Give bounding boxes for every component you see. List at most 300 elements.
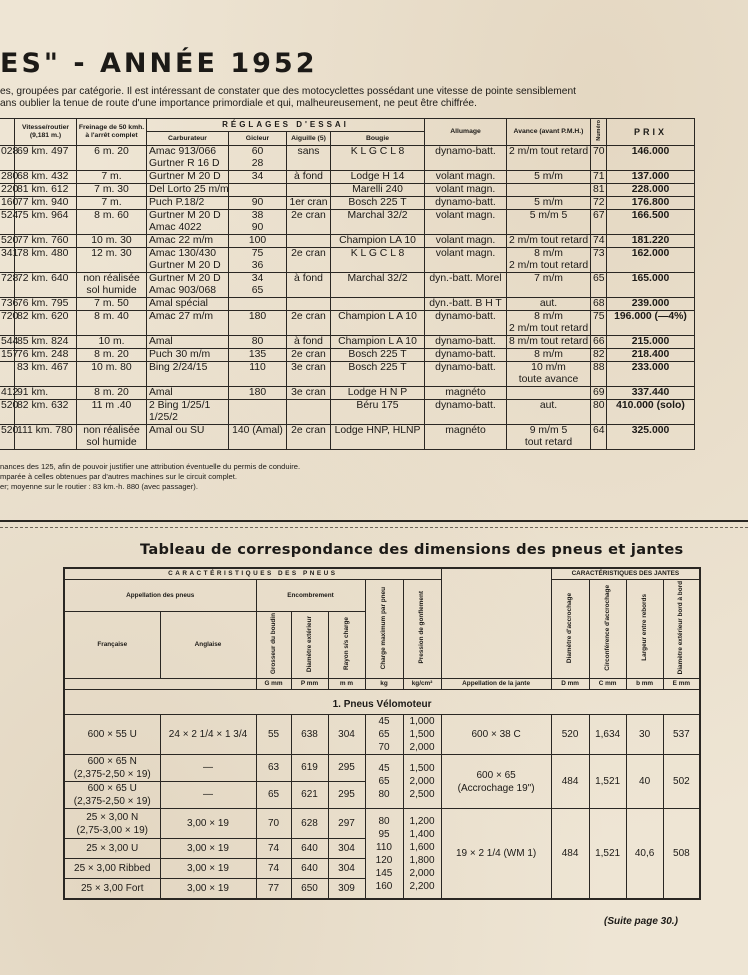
freinage-value (77, 272, 147, 297)
jante-c: 1,521 (589, 809, 626, 899)
charge-value: 160 (375, 880, 393, 892)
gicleur-value (229, 297, 287, 310)
bougie-value: Marelli 240 (331, 183, 425, 196)
numero-value: 65 (591, 272, 607, 297)
numero-value: 81 (591, 183, 607, 196)
cell-line: toute avance (518, 373, 579, 385)
allumage-value: dynamo-batt. (425, 145, 507, 170)
carburateur-value (147, 209, 229, 234)
jante-c: 1,521 (589, 755, 626, 809)
pression-value: 1,600 (409, 841, 435, 853)
pneus-header: CARACTÉRISTIQUES DES PNEUS (64, 568, 441, 580)
cell-line: Bing 2/24/15 (149, 361, 208, 373)
cell-line: 2 m/m tout retard (509, 259, 589, 271)
cell-line: 8 m/m (534, 310, 563, 322)
bougie-value (331, 297, 425, 310)
charge-value: 145 (375, 867, 393, 879)
vitesse-value: 85 km. 824 (15, 335, 77, 348)
avance-value (507, 234, 591, 247)
charge-header: Charge maximum par pneu (365, 580, 403, 679)
prix-value: 137.000 (607, 170, 695, 183)
tyre-p: 628 (291, 809, 328, 839)
row-code (0, 361, 15, 386)
test-results-table (0, 118, 695, 450)
pression-value: 1,500 (409, 763, 435, 775)
unit-e: E mm (663, 679, 700, 690)
tyre-fr-line: (2,375-2,50 × 19) (73, 796, 151, 808)
gicleur-value (229, 183, 287, 196)
unit-c: C mm (589, 679, 626, 690)
jante-name: 19 × 2 1/4 (WM 1) (441, 809, 551, 899)
footnote: nances des 125, afin de pouvoir justifier une attribution éventuelle du permis de conduire. (0, 462, 301, 471)
cell-line: 2 m/m tout retard (509, 234, 589, 246)
intro-line: ans oublier la tenue de route d'une importance primordiale et qui, malheureusement, ne peut être chiffrée. (0, 98, 477, 109)
cell-line: 10 m/m (531, 361, 566, 373)
carburateur-value (147, 310, 229, 335)
cell-line: 5 m/m (534, 170, 563, 182)
bougie-value: Lodge H N P (331, 386, 425, 399)
footnotes (0, 462, 300, 492)
tyre-en: 3,00 × 19 (160, 879, 256, 899)
gicleur-value (229, 145, 287, 170)
avance-header: Avance (avant P.M.H.) (507, 119, 591, 146)
gicleur-header: Gicleur (229, 132, 287, 145)
gicleur-value (229, 170, 287, 183)
cell-line: 34 (251, 170, 264, 182)
bougie-value: Bosch 225 T (331, 196, 425, 209)
footnote: er; moyenne sur le routier : 83 km.-h. 880 (avec passager). (0, 482, 198, 491)
tyre-fr-line: (2,75-3,00 × 19) (76, 824, 148, 836)
pression-value: 2,500 (409, 789, 435, 801)
cell-line: 8 m/m (534, 247, 563, 259)
reglages-header: RÉGLAGES D'ESSAI (147, 119, 425, 132)
cell-line: Amal (149, 386, 173, 398)
numero-value: 74 (591, 234, 607, 247)
tyre-fr (64, 755, 160, 782)
freinage-value: 10 m. 80 (77, 361, 147, 386)
numero-value: 73 (591, 247, 607, 272)
allumage-value: magnéto (425, 424, 507, 449)
cell-line: Del Lorto 25 m/m (149, 183, 229, 195)
grosseur-header: Grosseur du boudin (256, 612, 291, 679)
cell-line: 36 (251, 259, 264, 271)
allumage-value: volant magn. (425, 247, 507, 272)
numero-value: 72 (591, 196, 607, 209)
jante-name: 600 × 38 C (441, 715, 551, 755)
freinage-value: 7 m. 50 (77, 297, 147, 310)
bougie-value: Béru 175 (331, 399, 425, 424)
freinage-value: 8 m. 60 (77, 209, 147, 234)
avance-value (507, 297, 591, 310)
cell-line: aut. (539, 297, 558, 309)
row-code: 728 (0, 272, 15, 297)
test-row (0, 183, 695, 196)
cell-line: 5 m/m (534, 196, 563, 208)
aiguille-value (287, 234, 331, 247)
diam-accrochage-header: Diamètre d'accrochage (551, 580, 589, 679)
prix-value: 146.000 (607, 145, 695, 170)
cell-line: 5 m/m 5 (529, 209, 568, 221)
row-code: 520 (0, 424, 15, 449)
row-code: 520 (0, 399, 15, 424)
cell-line: Gurtner R 16 D (149, 157, 220, 169)
units-spacer (160, 679, 256, 690)
charge-list (365, 755, 403, 809)
jante-e: 508 (663, 809, 700, 899)
avance-value (507, 335, 591, 348)
cell-line: Amal ou SU (149, 424, 205, 436)
cell-line: 75 (251, 247, 264, 259)
test-row (0, 310, 695, 335)
circonference-header: Circonférence d'accrochage (589, 580, 626, 679)
aiguille-value (287, 399, 331, 424)
pression-value: 2,000 (409, 867, 435, 879)
cell-line: 7 m/m (534, 272, 563, 284)
test-row (0, 234, 695, 247)
cell-line: Gurtner M 20 D (149, 170, 221, 182)
vitesse-header: Vitesse/routier (9,181 m.) (15, 119, 77, 146)
allumage-value: dyn.-batt. Morel (425, 272, 507, 297)
allumage-header: Allumage (425, 119, 507, 146)
aiguille-value: à fond (287, 170, 331, 183)
charge-value: 110 (376, 841, 392, 853)
cell-line: 110 (249, 361, 266, 373)
vitesse-value: 69 km. 497 (15, 145, 77, 170)
tyre-fr-line: 600 × 65 U (87, 783, 137, 795)
cell-line: Amal spécial (149, 297, 208, 309)
bougie-value: Marchal 32/2 (331, 209, 425, 234)
rayon-header: Rayon s/s charge (328, 612, 365, 679)
cell-line: Amac 130/430 (149, 247, 217, 259)
bougie-value: Bosch 225 T (331, 361, 425, 386)
tyre-en: — (160, 755, 256, 782)
test-row (0, 170, 695, 183)
jante-name-line: (Accrochage 19") (457, 782, 535, 794)
bougie-value: Marchal 32/2 (331, 272, 425, 297)
cell-line: Gurtner M 20 D (149, 259, 221, 271)
charge-value: 65 (378, 729, 390, 741)
cell-line: 28 (251, 157, 264, 169)
continued-note: (Suite page 30.) (604, 916, 678, 927)
test-row (0, 399, 695, 424)
tyre-r: 304 (328, 715, 365, 755)
unit-g: G mm (256, 679, 291, 690)
avance-value (507, 386, 591, 399)
carburateur-value (147, 145, 229, 170)
tyre-p: 650 (291, 879, 328, 899)
prix-value: 337.440 (607, 386, 695, 399)
tyre-g: 65 (256, 782, 291, 809)
pression-value: 1,000 (409, 716, 435, 728)
jantes-header: CARACTÉRISTIQUES DES JANTES (551, 568, 700, 580)
carburateur-value (147, 196, 229, 209)
gicleur-value (229, 361, 287, 386)
aiguille-value: 2e cran (287, 310, 331, 335)
aiguille-value: 2e cran (287, 348, 331, 361)
numero-value: 67 (591, 209, 607, 234)
bougie-value: K L G C L 8 (331, 247, 425, 272)
pression-value: 1,500 (409, 729, 435, 741)
jante-e: 502 (663, 755, 700, 809)
jante-name-line: 600 × 65 (476, 769, 516, 781)
unit-b: b mm (626, 679, 663, 690)
numero-value: 68 (591, 297, 607, 310)
gicleur-value (229, 348, 287, 361)
numero-value: 71 (591, 170, 607, 183)
carburateur-value (147, 335, 229, 348)
tyre-rim-table (63, 567, 701, 900)
tyre-r: 309 (328, 879, 365, 899)
cell-line: 2 Bing 1/25/1 (149, 399, 211, 411)
charge-value: 120 (375, 854, 393, 866)
freinage-value: 11 m .40 (77, 399, 147, 424)
cell-line: Amac 913/066 (149, 145, 217, 157)
avance-value (507, 310, 591, 335)
test-row (0, 361, 695, 386)
prix-value: 215.000 (607, 335, 695, 348)
vitesse-value: 75 km. 964 (15, 209, 77, 234)
gicleur-value (229, 424, 287, 449)
charge-value: 95 (378, 828, 390, 840)
cell-line: 180 (248, 386, 267, 398)
vitesse-value: 76 km. 248 (15, 348, 77, 361)
cell-line: 34 (251, 272, 264, 284)
gicleur-value (229, 310, 287, 335)
allumage-value: dynamo-batt. (425, 310, 507, 335)
row-code: 220 (0, 183, 15, 196)
tyre-fr: 25 × 3,00 U (64, 839, 160, 859)
test-row (0, 196, 695, 209)
pression-list (403, 755, 441, 809)
gicleur-value (229, 335, 287, 348)
pression-list (403, 715, 441, 755)
freinage-value: 7 m. (77, 196, 147, 209)
bougie-value: Lodge H 14 (331, 170, 425, 183)
prix-value: 165.000 (607, 272, 695, 297)
tyre-p: 640 (291, 859, 328, 879)
appellation-pneus-header: Appellation des pneus (64, 580, 256, 612)
unit-kgcm: kg/cm² (403, 679, 441, 690)
section-label-text: 1. Pneus Vélomoteur (332, 699, 432, 711)
tyre-r: 304 (328, 839, 365, 859)
row-code: 520 (0, 234, 15, 247)
allumage-value: volant magn. (425, 234, 507, 247)
charge-value: 70 (378, 742, 390, 754)
tyre-fr: 600 × 55 U (64, 715, 160, 755)
row-code: 341 (0, 247, 15, 272)
diam-ext-bord-header: Diamètre extérieur bord à bord (663, 580, 700, 679)
tyre-p: 621 (291, 782, 328, 809)
cell-line: non réalisée (83, 424, 140, 436)
tyre-fr-line: 25 × 3,00 N (86, 811, 139, 823)
pression-header: Pression de gonflement (403, 580, 441, 679)
test-row (0, 145, 695, 170)
cell-line: Gurtner M 20 D (149, 209, 221, 221)
prix-value: 218.400 (607, 348, 695, 361)
tyre-p: 638 (291, 715, 328, 755)
allumage-value: dynamo-batt. (425, 361, 507, 386)
prix-value: 176.800 (607, 196, 695, 209)
appellation-jante-header: Appellation de la jante (441, 679, 551, 690)
test-row (0, 209, 695, 234)
charge-list (365, 715, 403, 755)
vitesse-value: 68 km. 432 (15, 170, 77, 183)
bougie-value: Champion LA 10 (331, 234, 425, 247)
cell-line: Amac 4022 (149, 221, 202, 233)
cell-line: 38 (251, 209, 264, 221)
test-row (0, 386, 695, 399)
prix-value: 181.220 (607, 234, 695, 247)
aiguille-value: à fond (287, 335, 331, 348)
prix-value: 196.000 (—4%) (607, 310, 695, 335)
tyre-g: 63 (256, 755, 291, 782)
cell-line: 90 (251, 221, 264, 233)
footnote: mparée à celles obtenues par d'autres machines sur le circuit complet. (0, 472, 237, 481)
avance-value (507, 170, 591, 183)
pression-value: 2,200 (409, 880, 435, 892)
carburateur-value (147, 361, 229, 386)
avance-value (507, 399, 591, 424)
jante-c: 1,634 (589, 715, 626, 755)
bougie-value: K L G C L 8 (331, 145, 425, 170)
numero-value: 80 (591, 399, 607, 424)
row-code: 412 (0, 386, 15, 399)
carburateur-header: Carburateur (147, 132, 229, 145)
row-code: 720 (0, 310, 15, 335)
test-row (0, 348, 695, 361)
tyre-fr (64, 809, 160, 839)
jante-b: 40 (626, 755, 663, 809)
numero-value: 88 (591, 361, 607, 386)
row-code: 028 (0, 145, 15, 170)
pression-list (403, 809, 441, 899)
avance-value (507, 196, 591, 209)
aiguille-value: sans (287, 145, 331, 170)
pression-value: 2,000 (409, 742, 435, 754)
test-results-body (0, 145, 695, 449)
cell-line: 8 m/m tout retard (509, 335, 589, 347)
avance-value (507, 183, 591, 196)
charge-list (365, 809, 403, 899)
bougie-value: Champion L A 10 (331, 335, 425, 348)
cell-line: 2 m/m tout retard (509, 322, 589, 334)
page-heading: ES" - ANNÉE 1952 (0, 48, 318, 79)
avance-value (507, 247, 591, 272)
cell-line: Puch 30 m/m (149, 348, 211, 360)
freinage-value: 8 m. 40 (77, 310, 147, 335)
gicleur-value (229, 209, 287, 234)
tyre-en: 24 × 2 1/4 × 1 3/4 (160, 715, 256, 755)
allumage-value: volant magn. (425, 183, 507, 196)
gicleur-value (229, 247, 287, 272)
carburateur-value (147, 234, 229, 247)
cell-line: Puch P.18/2 (149, 196, 205, 208)
section-divider (0, 520, 748, 522)
charge-value: 45 (378, 763, 390, 775)
unit-p: P mm (291, 679, 328, 690)
tyre-g: 77 (256, 879, 291, 899)
vitesse-value: 82 km. 620 (15, 310, 77, 335)
aiguille-value (287, 183, 331, 196)
carburateur-value (147, 399, 229, 424)
vitesse-value: 78 km. 480 (15, 247, 77, 272)
section-label (64, 690, 700, 715)
row-code: 524 (0, 209, 15, 234)
freinage-value: 8 m. 20 (77, 386, 147, 399)
test-row (0, 297, 695, 310)
numero-value: 64 (591, 424, 607, 449)
pression-value: 2,000 (409, 776, 435, 788)
allumage-value: dynamo-batt. (425, 196, 507, 209)
aiguille-value: 2e cran (287, 424, 331, 449)
jante-name (441, 755, 551, 809)
prix-value: 166.500 (607, 209, 695, 234)
francaise-header: Française (64, 612, 160, 679)
prix-value: 228.000 (607, 183, 695, 196)
tyre-g: 70 (256, 809, 291, 839)
aiguille-value: 3e cran (287, 386, 331, 399)
tyre-fr: 25 × 3,00 Fort (64, 879, 160, 899)
tyre-en: 3,00 × 19 (160, 859, 256, 879)
cell-line: 135 (248, 348, 267, 360)
jante-b: 30 (626, 715, 663, 755)
tyre-p: 640 (291, 839, 328, 859)
freinage-value: 8 m. 20 (77, 348, 147, 361)
aiguille-value: 3e cran (287, 361, 331, 386)
largeur-header: Largeur entre rebords (626, 580, 663, 679)
pression-value: 1,400 (409, 828, 435, 840)
tyre-table-title: Tableau de correspondance des dimensions des pneus et jantes (140, 541, 684, 558)
freinage-value: 10 m. 30 (77, 234, 147, 247)
allumage-value: dynamo-batt. (425, 348, 507, 361)
allumage-value: dyn.-batt. B H T (425, 297, 507, 310)
tyre-g: 74 (256, 859, 291, 879)
tyre-en: 3,00 × 19 (160, 839, 256, 859)
charge-value: 65 (378, 776, 390, 788)
unit-kg: kg (365, 679, 403, 690)
tyre-fr (64, 782, 160, 809)
cell-line: Amac 27 m/m (149, 310, 214, 322)
numero-value: 75 (591, 310, 607, 335)
prix-value: 162.000 (607, 247, 695, 272)
aiguille-value (287, 297, 331, 310)
vitesse-value: 76 km. 795 (15, 297, 77, 310)
carburateur-value (147, 272, 229, 297)
freinage-value: 12 m. 30 (77, 247, 147, 272)
numero-value: 69 (591, 386, 607, 399)
cell-line: sol humide (86, 436, 137, 448)
tyre-g: 55 (256, 715, 291, 755)
allumage-value: volant magn. (425, 209, 507, 234)
numero-value: 82 (591, 348, 607, 361)
cell-line: aut. (539, 399, 558, 411)
units-spacer (64, 679, 160, 690)
tyre-p: 619 (291, 755, 328, 782)
charge-value: 80 (378, 815, 390, 827)
cell-line: 65 (251, 284, 264, 296)
cell-line: 100 (248, 234, 267, 246)
bougie-value: Champion L A 10 (331, 310, 425, 335)
freinage-value: 6 m. 20 (77, 145, 147, 170)
cell-line: 9 m/m 5 (529, 424, 568, 436)
cell-line: 140 (Amal) (232, 424, 283, 436)
cell-line: 90 (251, 196, 264, 208)
freinage-value: 10 m. (77, 335, 147, 348)
numero-value: 70 (591, 145, 607, 170)
numero-header: Numéro (591, 119, 607, 146)
vitesse-value: 111 km. 780 (15, 424, 77, 449)
cell-line: 8 m/m (534, 348, 563, 360)
